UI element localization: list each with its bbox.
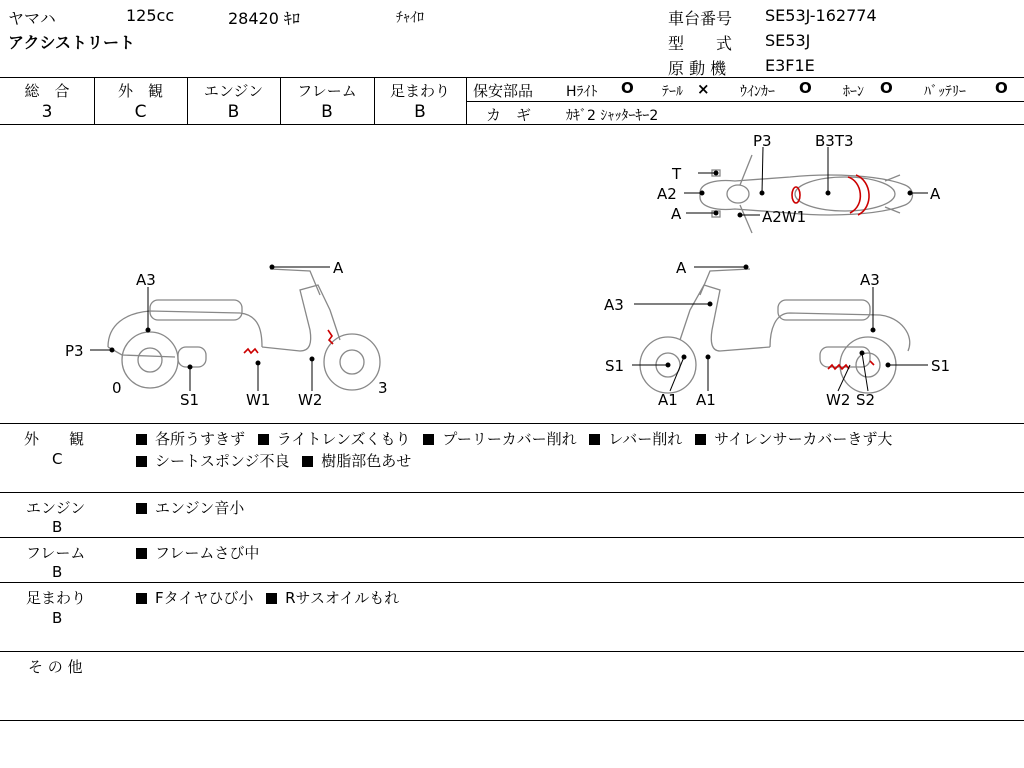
grade-exterior-label: 外 観 — [117, 82, 163, 100]
top-label-a-left: A — [671, 205, 682, 223]
safety-item-headlight: Hﾗｲﾄ — [566, 84, 598, 100]
safety-item-winker: ｳｲﾝｶｰ — [740, 84, 775, 100]
left-label-w2: W2 — [298, 391, 323, 409]
top-view-scooter — [700, 155, 913, 233]
left-label-p3: P3 — [65, 342, 84, 360]
engine-type-label: 原 動 機 — [668, 59, 727, 78]
grade-engine-label: エンジン — [203, 82, 264, 100]
frame-grade: B — [52, 563, 63, 581]
grade-exterior-value: C — [134, 102, 147, 122]
right-label-a1-a: A1 — [658, 391, 678, 409]
model-name: アクシストリート — [8, 33, 136, 52]
top-label-a2w1: A2W1 — [762, 208, 807, 226]
note-item: フレームさび中 — [155, 544, 260, 562]
note-item: エンジン音小 — [155, 499, 245, 517]
right-label-a3-right: A3 — [860, 271, 880, 289]
left-label-a: A — [333, 259, 344, 277]
top-label-a2: A2 — [657, 185, 677, 203]
grade-total-value: 3 — [41, 102, 53, 122]
key-value: ｶｷﾞ2 ｼｬｯﾀｰｷｰ2 — [566, 108, 659, 124]
top-label-b3t3: B3T3 — [815, 132, 854, 150]
safety-mark-battery: O — [995, 79, 1008, 97]
grade-suspension-label: 足まわり — [389, 82, 450, 100]
engine-grade: B — [52, 518, 63, 536]
color: ﾁｬｲﾛ — [396, 10, 424, 26]
exterior-notes-line-2 — [136, 450, 411, 471]
safety-item-horn: ﾎｰﾝ — [843, 84, 864, 100]
model-type-label: 型 式 — [668, 34, 733, 53]
engine-label: エンジン — [26, 499, 86, 517]
key-label: カ ギ — [486, 106, 532, 124]
frame-number: SE53J-162774 — [765, 6, 877, 25]
note-item: Fタイヤひび小 — [155, 589, 254, 607]
left-label-three: 3 — [378, 379, 388, 397]
grade-frame-label: フレーム — [297, 82, 357, 100]
mileage: 28420 ｷﾛ — [228, 9, 300, 28]
engine-notes — [136, 497, 244, 518]
grade-frame-value: B — [321, 102, 333, 122]
safety-label: 保安部品 — [473, 82, 534, 100]
maker: ヤマハ — [8, 9, 56, 28]
exterior-grade: C — [52, 450, 63, 468]
displacement: 125cc — [126, 6, 175, 25]
exterior-notes-line-1 — [136, 428, 892, 449]
frame-number-label: 車台番号 — [668, 9, 733, 28]
right-label-a3-left: A3 — [604, 296, 624, 314]
suspension-notes — [136, 587, 399, 608]
note-item: 樹脂部色あせ — [321, 452, 412, 470]
model-type: SE53J — [765, 31, 811, 50]
top-label-p3: P3 — [753, 132, 772, 150]
safety-item-battery: ﾊﾞｯﾃﾘｰ — [924, 84, 966, 100]
note-item: プーリーカバー削れ — [442, 430, 577, 448]
safety-mark-winker: O — [799, 79, 812, 97]
note-item: 各所うすきず — [155, 430, 246, 448]
left-label-a3: A3 — [136, 271, 156, 289]
note-item: ライトレンズくもり — [276, 430, 411, 448]
left-label-s1: S1 — [180, 391, 200, 409]
right-label-s1-left: S1 — [605, 357, 625, 375]
frame-label: フレーム — [26, 544, 86, 562]
note-item: シートスポンジ不良 — [155, 452, 290, 470]
right-label-w2: W2 — [826, 391, 851, 409]
safety-mark-tail: × — [697, 80, 710, 98]
other-label: そ の 他 — [28, 658, 83, 676]
exterior-label: 外 観 — [24, 430, 85, 448]
grade-suspension-value: B — [414, 102, 426, 122]
damage-diagram — [0, 125, 1024, 423]
left-label-w1: W1 — [246, 391, 271, 409]
left-label-zero: 0 — [112, 379, 122, 397]
note-item: Rサスオイルもれ — [285, 589, 400, 607]
safety-item-tail: ﾃｰﾙ — [662, 84, 683, 100]
right-label-a: A — [676, 259, 687, 277]
suspension-grade: B — [52, 609, 63, 627]
suspension-label: 足まわり — [26, 589, 87, 607]
safety-mark-horn: O — [880, 79, 893, 97]
safety-mark-headlight: O — [621, 79, 634, 97]
engine-type: E3F1E — [765, 56, 815, 75]
frame-notes — [136, 542, 259, 563]
note-item: サイレンサーカバーきず大 — [714, 430, 893, 448]
top-label-a-right: A — [930, 185, 941, 203]
right-label-s1-right: S1 — [931, 357, 951, 375]
right-label-s2: S2 — [856, 391, 876, 409]
right-label-a1-b: A1 — [696, 391, 716, 409]
top-label-t: T — [672, 165, 682, 183]
grade-engine-value: B — [227, 102, 240, 122]
note-item: レバー削れ — [608, 430, 683, 448]
grade-total-label: 総 合 — [24, 82, 70, 100]
